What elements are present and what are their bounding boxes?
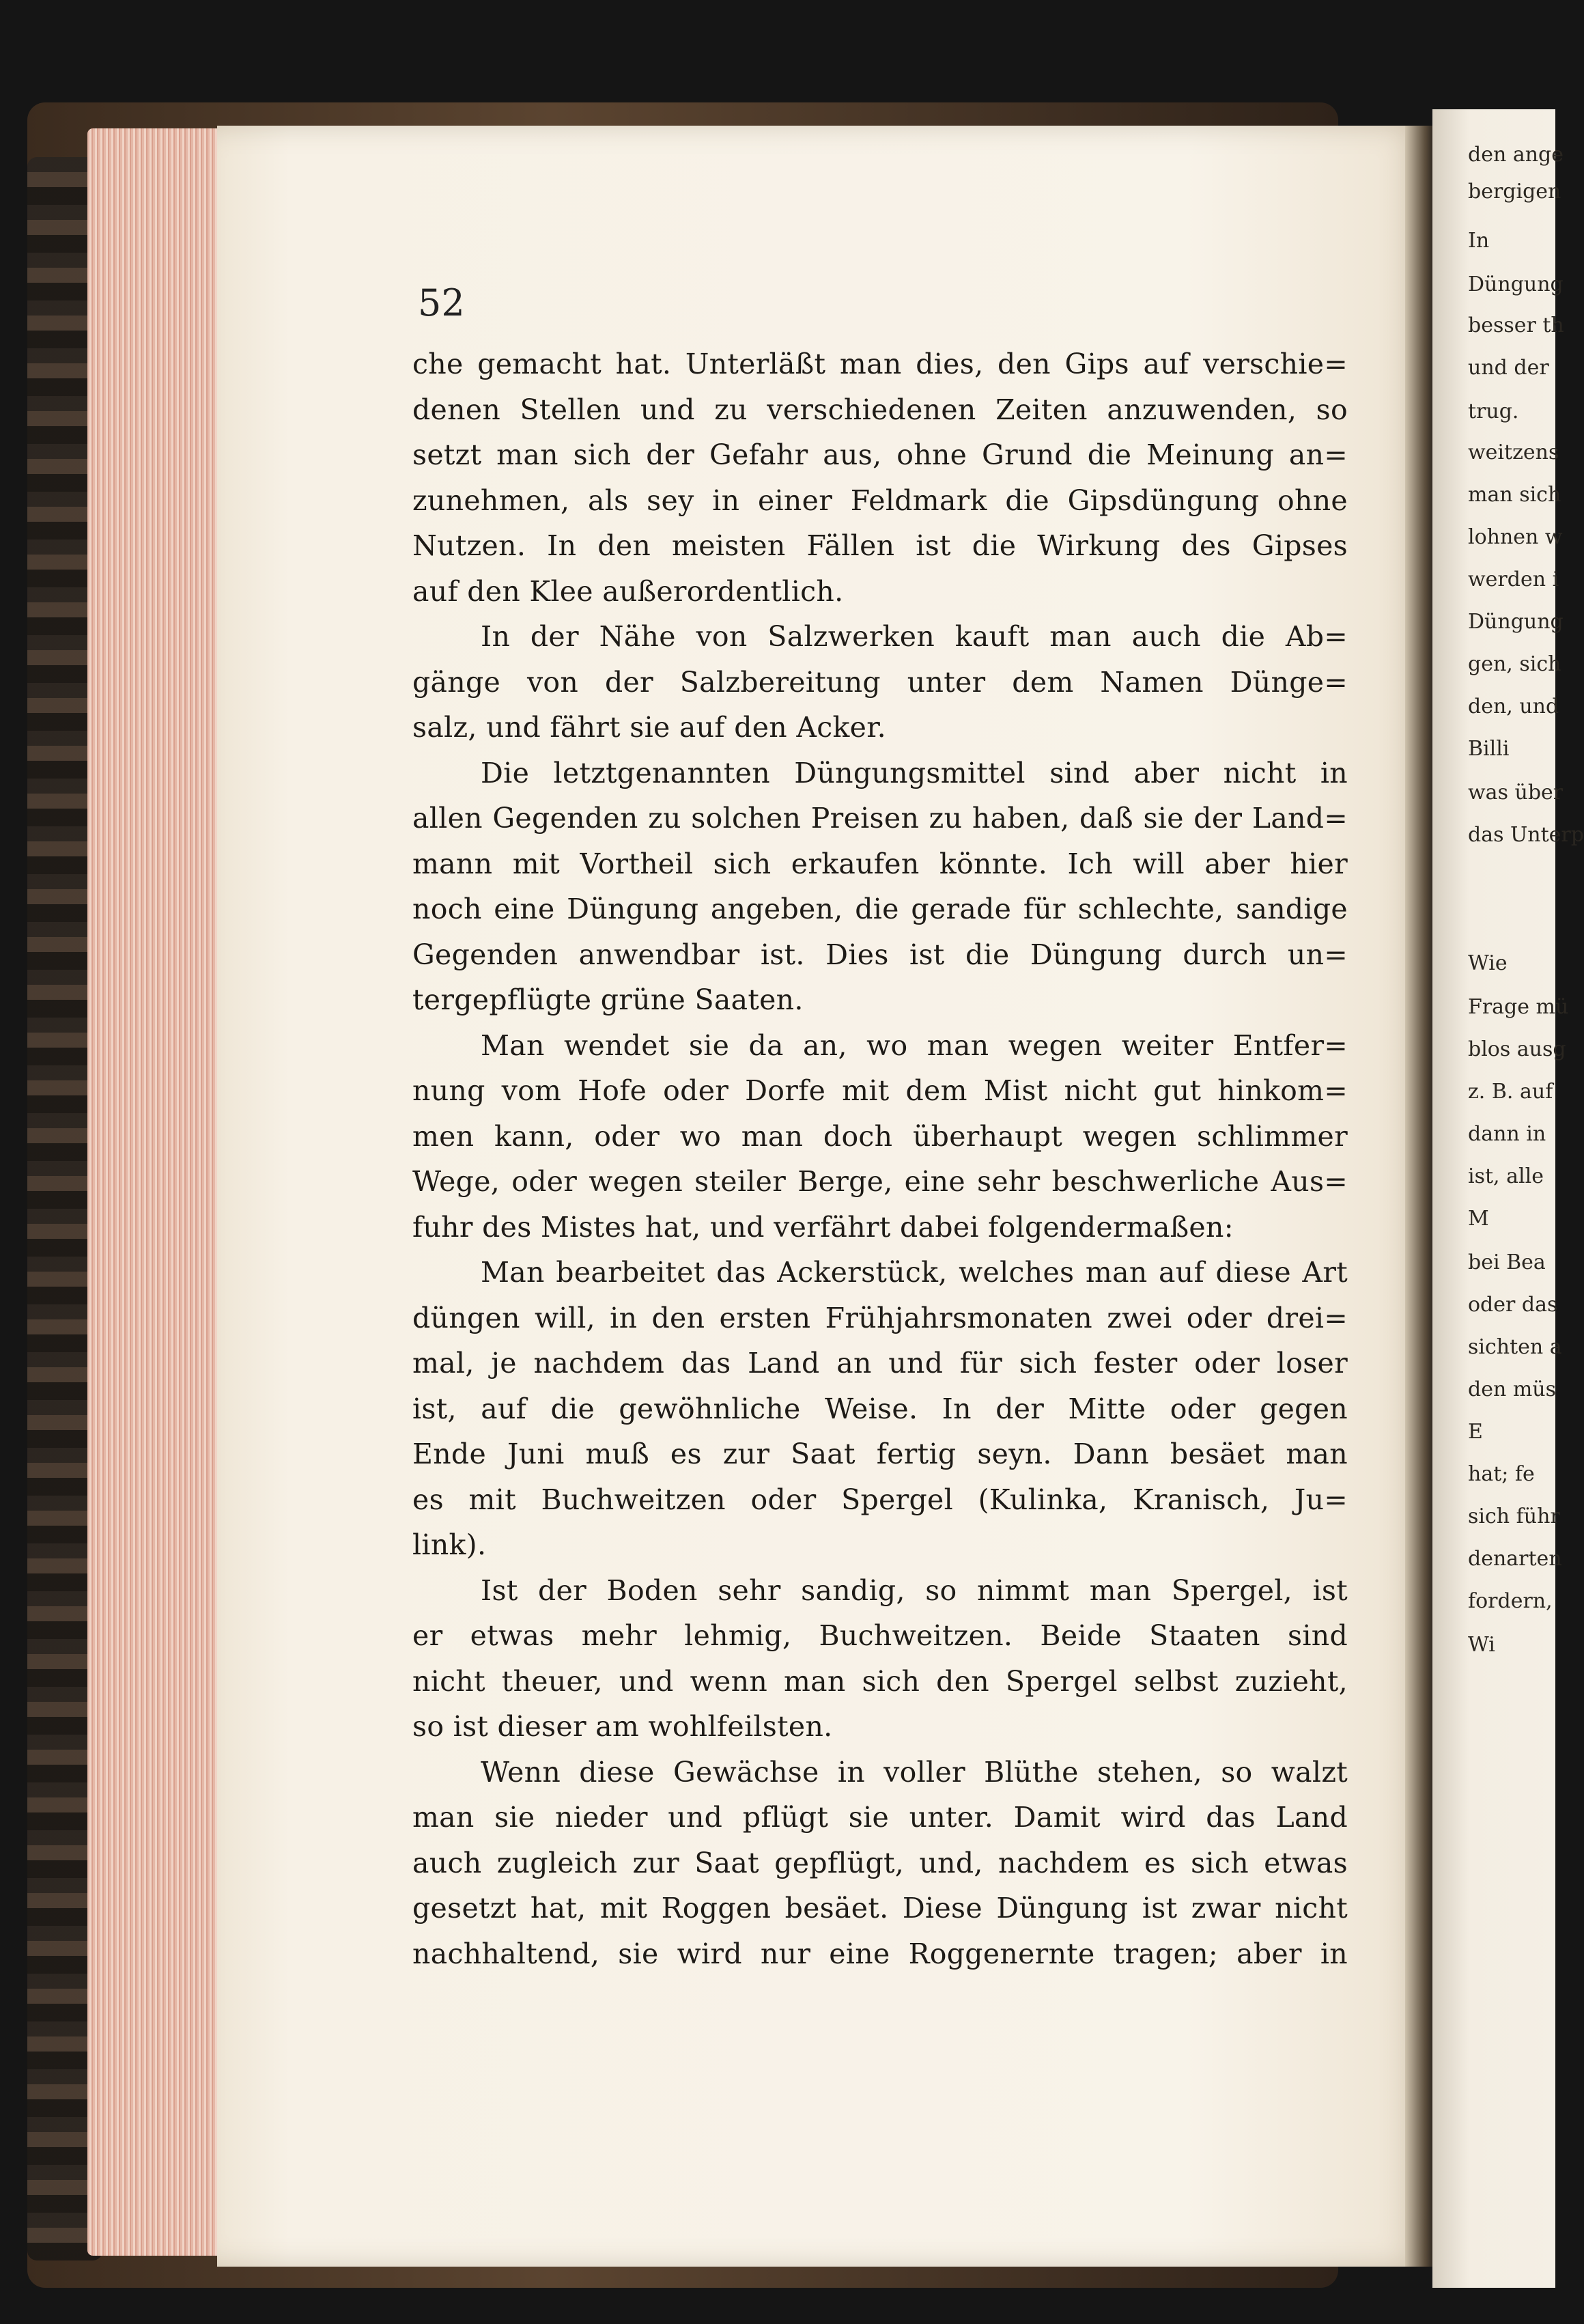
book-gutter — [1405, 126, 1434, 2267]
adjacent-page-fragment: Wi — [1468, 1633, 1495, 1657]
text-line: fuhr des Mistes hat, und verfährt dabei folgendermaßen: — [412, 1210, 1234, 1244]
adjacent-page-fragment: ist, alle — [1468, 1164, 1544, 1188]
adjacent-page-fragment: sich führ — [1468, 1504, 1560, 1528]
adjacent-page-fragment: besser th — [1468, 313, 1564, 337]
text-line: mann mit Vortheil sich erkaufen könnte. Ich will aber hier — [412, 847, 1348, 880]
adjacent-page-fragment: z. B. auf — [1468, 1080, 1553, 1104]
adjacent-page-fragment: fordern, — [1468, 1589, 1553, 1613]
text-line: nung vom Hofe oder Dorfe mit dem Mist nicht gut hinkom= — [412, 1074, 1348, 1107]
text-line: link). — [412, 1528, 487, 1561]
page-number: 52 — [418, 281, 465, 324]
adjacent-page-fragment: bei Bea — [1468, 1250, 1546, 1274]
text-line: gesetzt hat, mit Roggen besäet. Diese Düngung ist zwar nicht — [412, 1892, 1348, 1924]
text-line: In der Nähe von Salzwerken kauft man auch die Ab= — [481, 620, 1348, 653]
adjacent-page-fragment: Düngung — [1468, 610, 1564, 634]
adjacent-page-fragment: man sich — [1468, 483, 1561, 507]
adjacent-page-fragment: Wie — [1468, 951, 1508, 975]
text-line: er etwas mehr lehmig, Buchweitzen. Beide Staaten sind — [412, 1619, 1348, 1652]
text-line: auf den Klee außerordentlich. — [412, 574, 844, 608]
text-line: setzt man sich der Gefahr aus, ohne Grund die Meinung an= — [412, 438, 1348, 471]
text-line: Die letztgenannten Düngungsmittel sind aber nicht in — [481, 756, 1348, 789]
adjacent-page-fragment: Frage mü — [1468, 995, 1569, 1019]
adjacent-page-fragment: oder das — [1468, 1293, 1558, 1317]
text-line: allen Gegenden zu solchen Preisen zu haben, daß sie der Land= — [412, 802, 1348, 835]
adjacent-page-fragment: den ange — [1468, 143, 1564, 167]
text-line: men kann, oder wo man doch überhaupt wegen schlimmer — [412, 1119, 1348, 1153]
text-line: Wenn diese Gewächse in voller Blüthe stehen, so walzt — [481, 1755, 1348, 1789]
text-line: tergepflügte grüne Saaten. — [412, 983, 804, 1016]
text-line: Man wendet sie da an, wo man wegen weiter Entfer= — [481, 1028, 1348, 1062]
adjacent-page-fragment: E — [1468, 1420, 1483, 1444]
text-line: auch zugleich zur Saat gepflügt, und, nachdem es sich etwas — [412, 1846, 1348, 1879]
adjacent-page-fragment: und der — [1468, 356, 1549, 380]
text-line: Ende Juni muß es zur Saat fertig seyn. Dann besäet man — [412, 1438, 1348, 1470]
adjacent-page-fragment: sichten a — [1468, 1335, 1562, 1359]
text-line: so ist dieser am wohlfeilsten. — [412, 1710, 833, 1743]
text-line: ist, auf die gewöhnliche Weise. In der Mitte oder gegen — [412, 1392, 1348, 1425]
text-line: Man bearbeitet das Ackerstück, welches man auf diese Art — [481, 1256, 1348, 1289]
text-line: man sie nieder und pflügt sie unter. Damit wird das Land — [412, 1801, 1348, 1834]
adjacent-page-fragment: das Unterp — [1468, 823, 1584, 847]
adjacent-page-fragment: hat; fe — [1468, 1462, 1535, 1486]
text-line: zunehmen, als sey in einer Feldmark die Gipsdüngung ohne — [412, 484, 1348, 517]
text-line: nachhaltend, sie wird nur eine Roggenernte tragen; aber in — [412, 1937, 1348, 1970]
text-line: nicht theuer, und wenn man sich den Spergel selbst zuzieht, — [412, 1664, 1348, 1698]
text-line: salz, und fährt sie auf den Acker. — [412, 711, 886, 744]
adjacent-page-fragment: weitzens — [1468, 440, 1559, 464]
adjacent-page-fragment: Düngung — [1468, 272, 1564, 296]
text-line: es mit Buchweitzen oder Spergel (Kulinka, Kranisch, Ju= — [412, 1483, 1348, 1516]
text-line: Ist der Boden sehr sandig, so nimmt man Spergel, ist — [481, 1573, 1348, 1607]
adjacent-page-fragment: blos ausg — [1468, 1037, 1566, 1061]
adjacent-page-fragment: den müs — [1468, 1377, 1556, 1401]
text-line: Nutzen. In den meisten Fällen ist die Wirkung des Gipses — [412, 529, 1348, 562]
text-line: che gemacht hat. Unterläßt man dies, den Gips auf verschie= — [412, 348, 1348, 380]
adjacent-page-fragment: den, und — [1468, 695, 1559, 718]
right-page — [1432, 109, 1584, 2288]
body-text — [412, 341, 1348, 1976]
adjacent-page-fragment: werden i — [1468, 568, 1559, 591]
adjacent-page-fragment: gen, sich — [1468, 652, 1561, 676]
text-line: düngen will, in den ersten Frühjahrsmonaten zwei oder drei= — [412, 1301, 1348, 1334]
adjacent-page-fragment: trug. — [1468, 400, 1519, 423]
page-edges — [87, 128, 229, 2256]
adjacent-page-fragment: was über — [1468, 781, 1564, 804]
adjacent-page-fragment: M — [1468, 1207, 1489, 1231]
text-line: noch eine Düngung angeben, die gerade für schlechte, sandige — [412, 893, 1348, 925]
adjacent-page-fragment: bergigen — [1468, 180, 1561, 204]
text-line: Wege, oder wegen steiler Berge, eine sehr beschwerliche Aus= — [412, 1165, 1348, 1198]
text-line: denen Stellen und zu verschiedenen Zeiten anzuwenden, so — [412, 393, 1348, 426]
adjacent-page-fragment: dann in — [1468, 1122, 1546, 1146]
adjacent-page-fragment: Billi — [1468, 737, 1510, 761]
adjacent-page-fragment: denarten — [1468, 1547, 1562, 1571]
adjacent-page-fragment: In — [1468, 229, 1490, 253]
text-line: gänge von der Salzbereitung unter dem Namen Dünge= — [412, 665, 1348, 699]
adjacent-page-fragment: lohnen w — [1468, 525, 1563, 549]
text-line: Gegenden anwendbar ist. Dies ist die Düngung durch un= — [412, 938, 1348, 971]
text-line: mal, je nachdem das Land an und für sich fester oder loser — [412, 1347, 1348, 1380]
